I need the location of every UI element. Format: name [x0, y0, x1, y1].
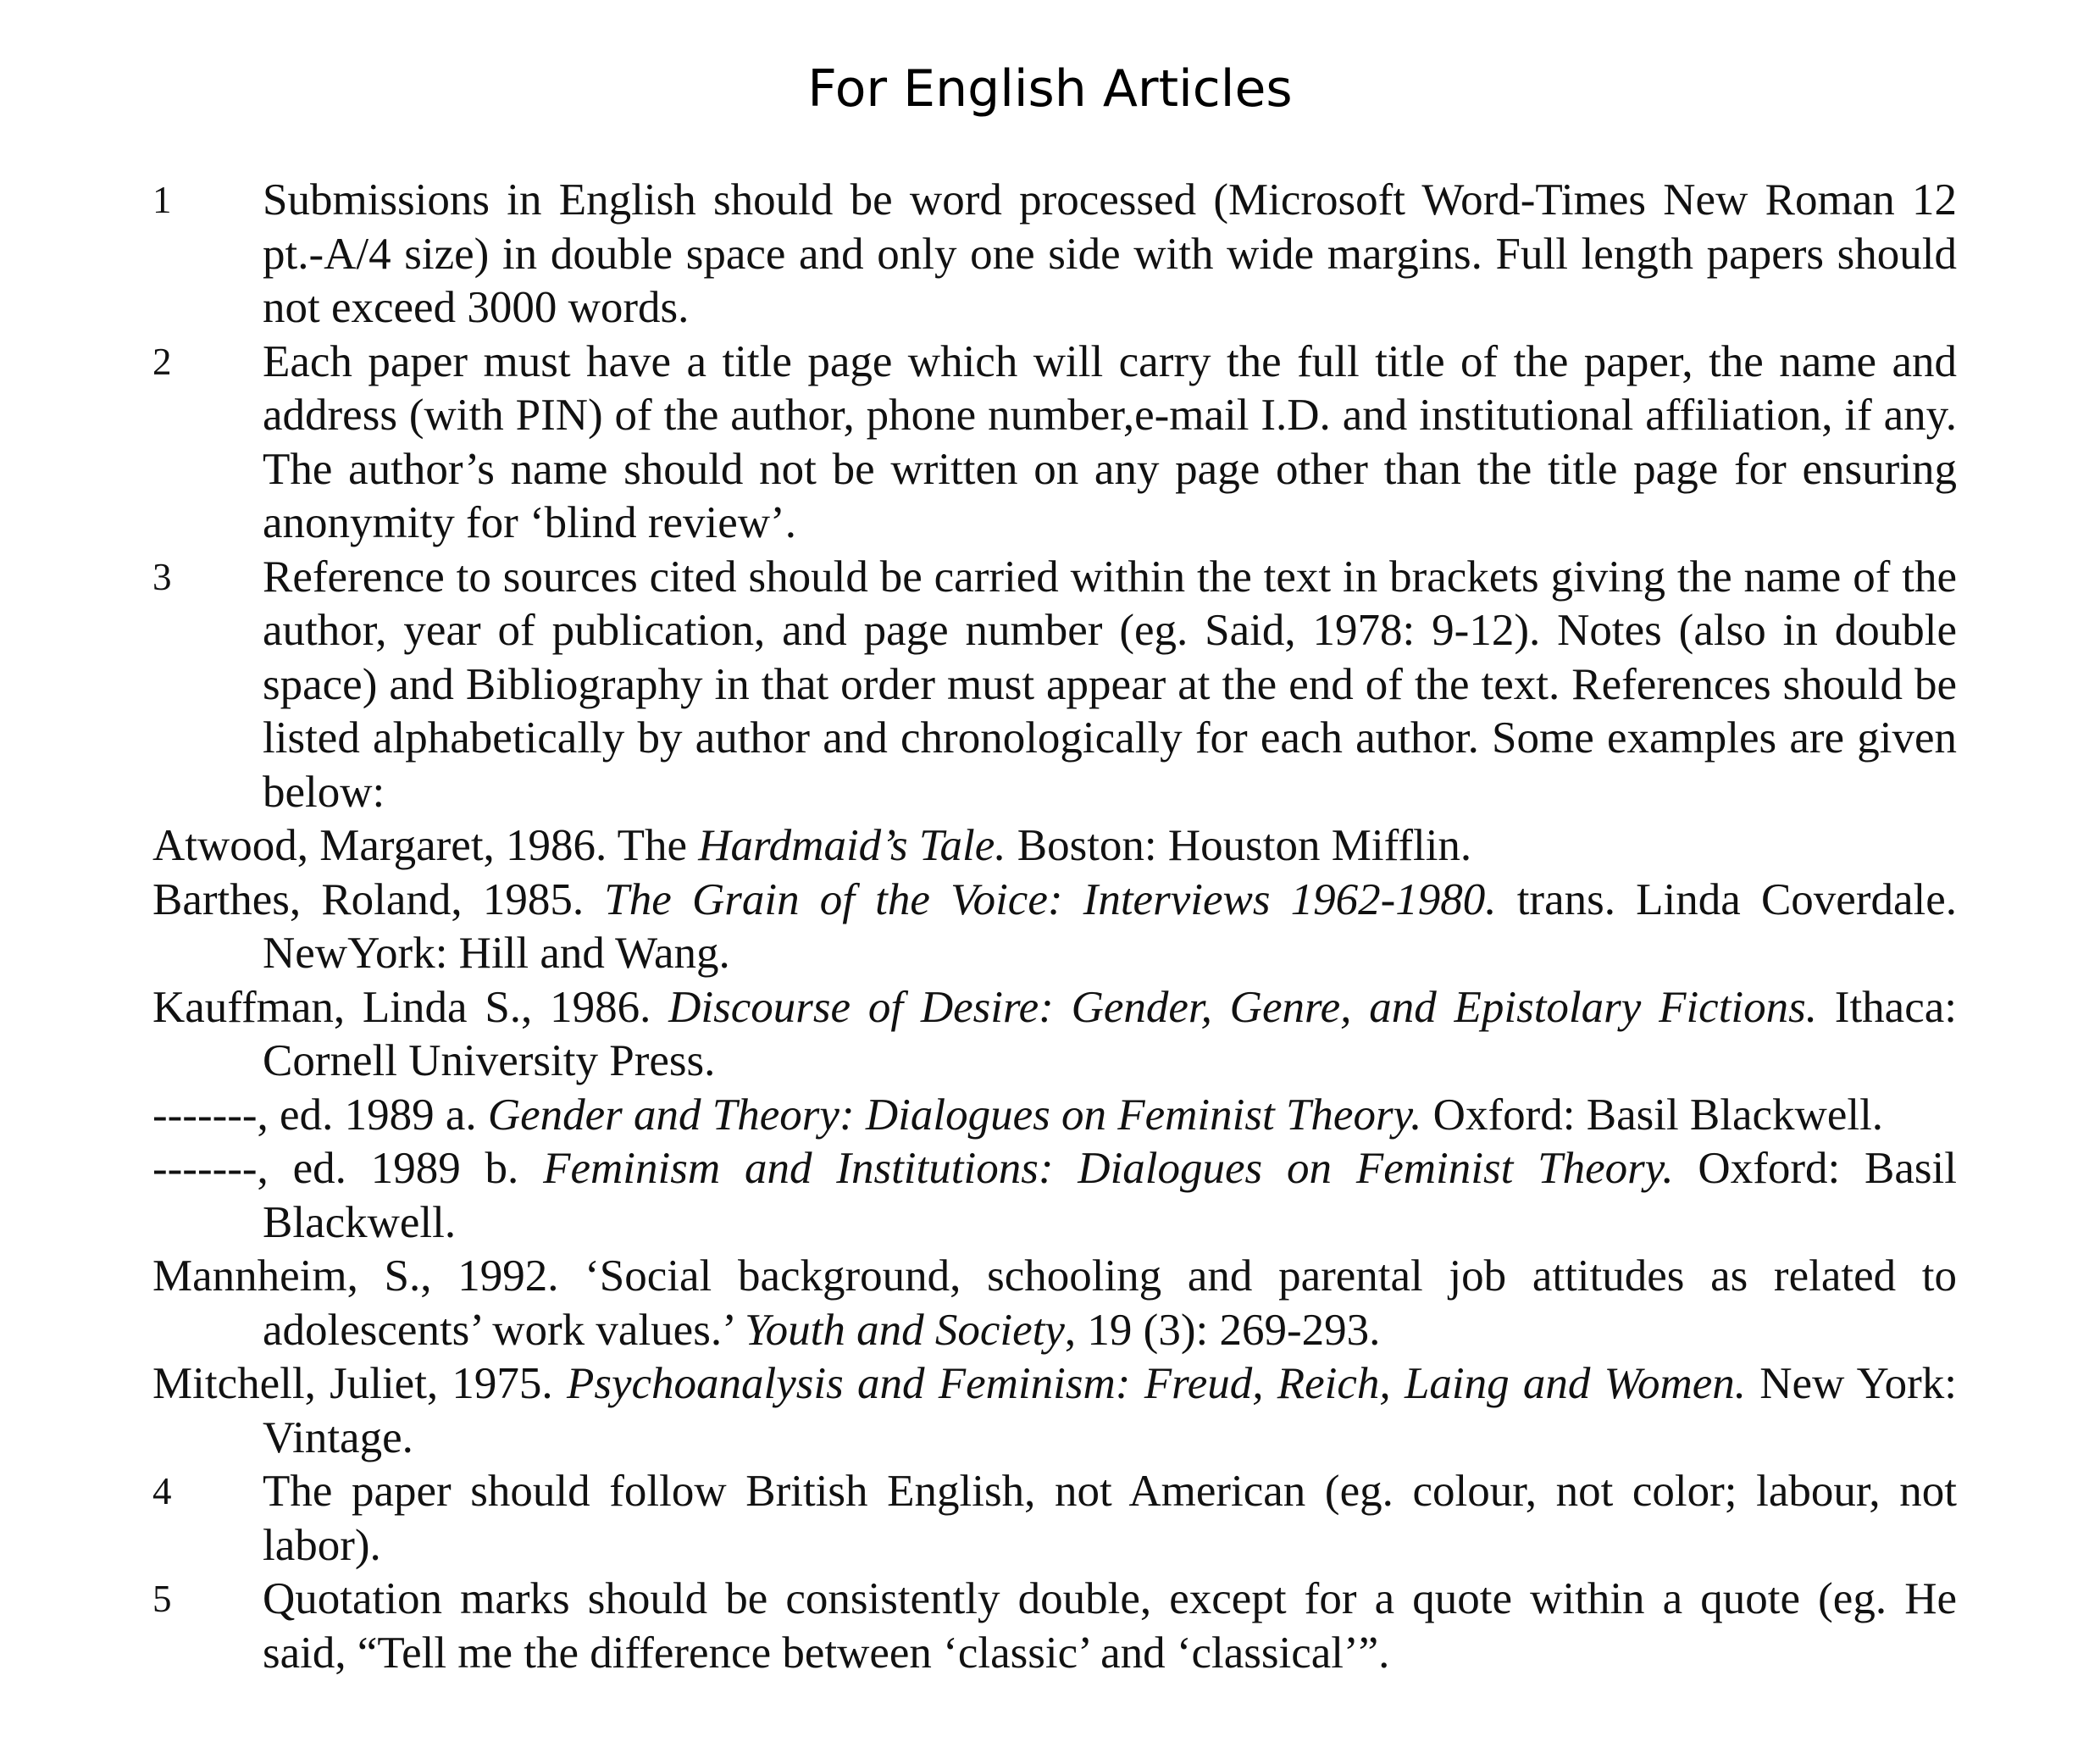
reference-text: Barthes, Roland, 1985. [152, 874, 605, 924]
reference-text: , 19 (3): 269-293. [1064, 1305, 1381, 1355]
reference-title: Youth and Society [745, 1305, 1065, 1355]
item-number: 5 [152, 1578, 172, 1620]
item-text: The paper should follow British English, not American (eg. colour, not color; labour, not labor). [263, 1467, 1957, 1570]
guideline-item-3 [152, 551, 1957, 820]
reference-title: Gender and Theory: Dialogues on Feminist Theory. [487, 1090, 1422, 1140]
item-text: Submissions in English should be word processed (Microsoft Word-Times New Roman 12 pt.-A/4 size) in double space and only one side with wide margins. Full length papers should not exceed 3000 words. [263, 175, 1957, 332]
guideline-item-5 [152, 1573, 1957, 1680]
reference-title: Feminism and Institutions: Dialogues on Feminist Theory. [543, 1144, 1674, 1193]
item-number: 4 [152, 1470, 172, 1512]
reference-examples [152, 819, 1957, 1465]
reference-title: Hardmaid’s Tale. [698, 821, 1006, 870]
item-number: 2 [152, 340, 172, 383]
reference-entry [152, 819, 1957, 874]
item-number: 3 [152, 555, 172, 598]
item-text: Quotation marks should be consistently double, except for a quote within a quote (eg. He said, “Tell me the difference between ‘classic’ and ‘classical’”. [263, 1574, 1957, 1678]
reference-text: Boston: Houston Mifflin. [1006, 821, 1472, 870]
reference-entry [152, 1089, 1957, 1143]
reference-title: The Grain of the Voice: Interviews 1962-1980. [604, 874, 1497, 924]
reference-text: Oxford: Basil Blackwell. [263, 1144, 1957, 1247]
guideline-item-4 [152, 1465, 1957, 1573]
reference-title: Psychoanalysis and Feminism: Freud, Reich, Laing and Women. [566, 1359, 1747, 1408]
page-title: For English Articles [807, 59, 1293, 119]
reference-text: Oxford: Basil Blackwell. [1421, 1090, 1884, 1140]
reference-entry [152, 1250, 1957, 1357]
reference-title: Discourse of Desire: Gender, Genre, and Epistolary Fictions. [668, 982, 1818, 1032]
guideline-item-1 [152, 174, 1957, 336]
guideline-item-2 [152, 336, 1957, 551]
reference-text: Atwood, Margaret, 1986. The [152, 821, 699, 870]
reference-text: New York: Vintage. [263, 1359, 1958, 1462]
reference-entry [152, 874, 1957, 981]
reference-entry [152, 1142, 1957, 1250]
reference-text: -------, ed. 1989 b. [152, 1144, 544, 1193]
item-text: Reference to sources cited should be carried within the text in brackets giving the name of the author, year of publication, and page number (eg. Said, 1978: 9-12). Notes (also in double space) and Bibliography in that order must appear at the end of the text. References should be listed alphabetically by author and chronologically for each author. Some examples are given below: [263, 552, 1957, 817]
reference-entry [152, 1357, 1957, 1465]
reference-text: -------, ed. 1989 a. [152, 1090, 488, 1140]
reference-entry [152, 981, 1957, 1089]
guidelines-body [152, 174, 1957, 1680]
reference-text: Mannheim, S., 1992. ‘Social background, schooling and parental job attitudes as related to adolescents’ work values.’ [152, 1251, 1957, 1355]
reference-text: Ithaca: Cornell University Press. [263, 982, 1957, 1085]
reference-text: Kauffman, Linda S., 1986. [152, 982, 669, 1032]
item-number: 1 [152, 179, 172, 221]
reference-text: trans. Linda Coverdale. NewYork: Hill and Wang. [263, 874, 1957, 978]
item-text: Each paper must have a title page which will carry the full title of the paper, the name and address (with PIN) of the author, phone number,e-mail I.D. and institutional affiliation, if any. The author’s name should not be written on any page other than the title page for ensuring anonymity for ‘blind review’. [263, 336, 1957, 547]
reference-text: Mitchell, Juliet, 1975. [152, 1359, 567, 1408]
